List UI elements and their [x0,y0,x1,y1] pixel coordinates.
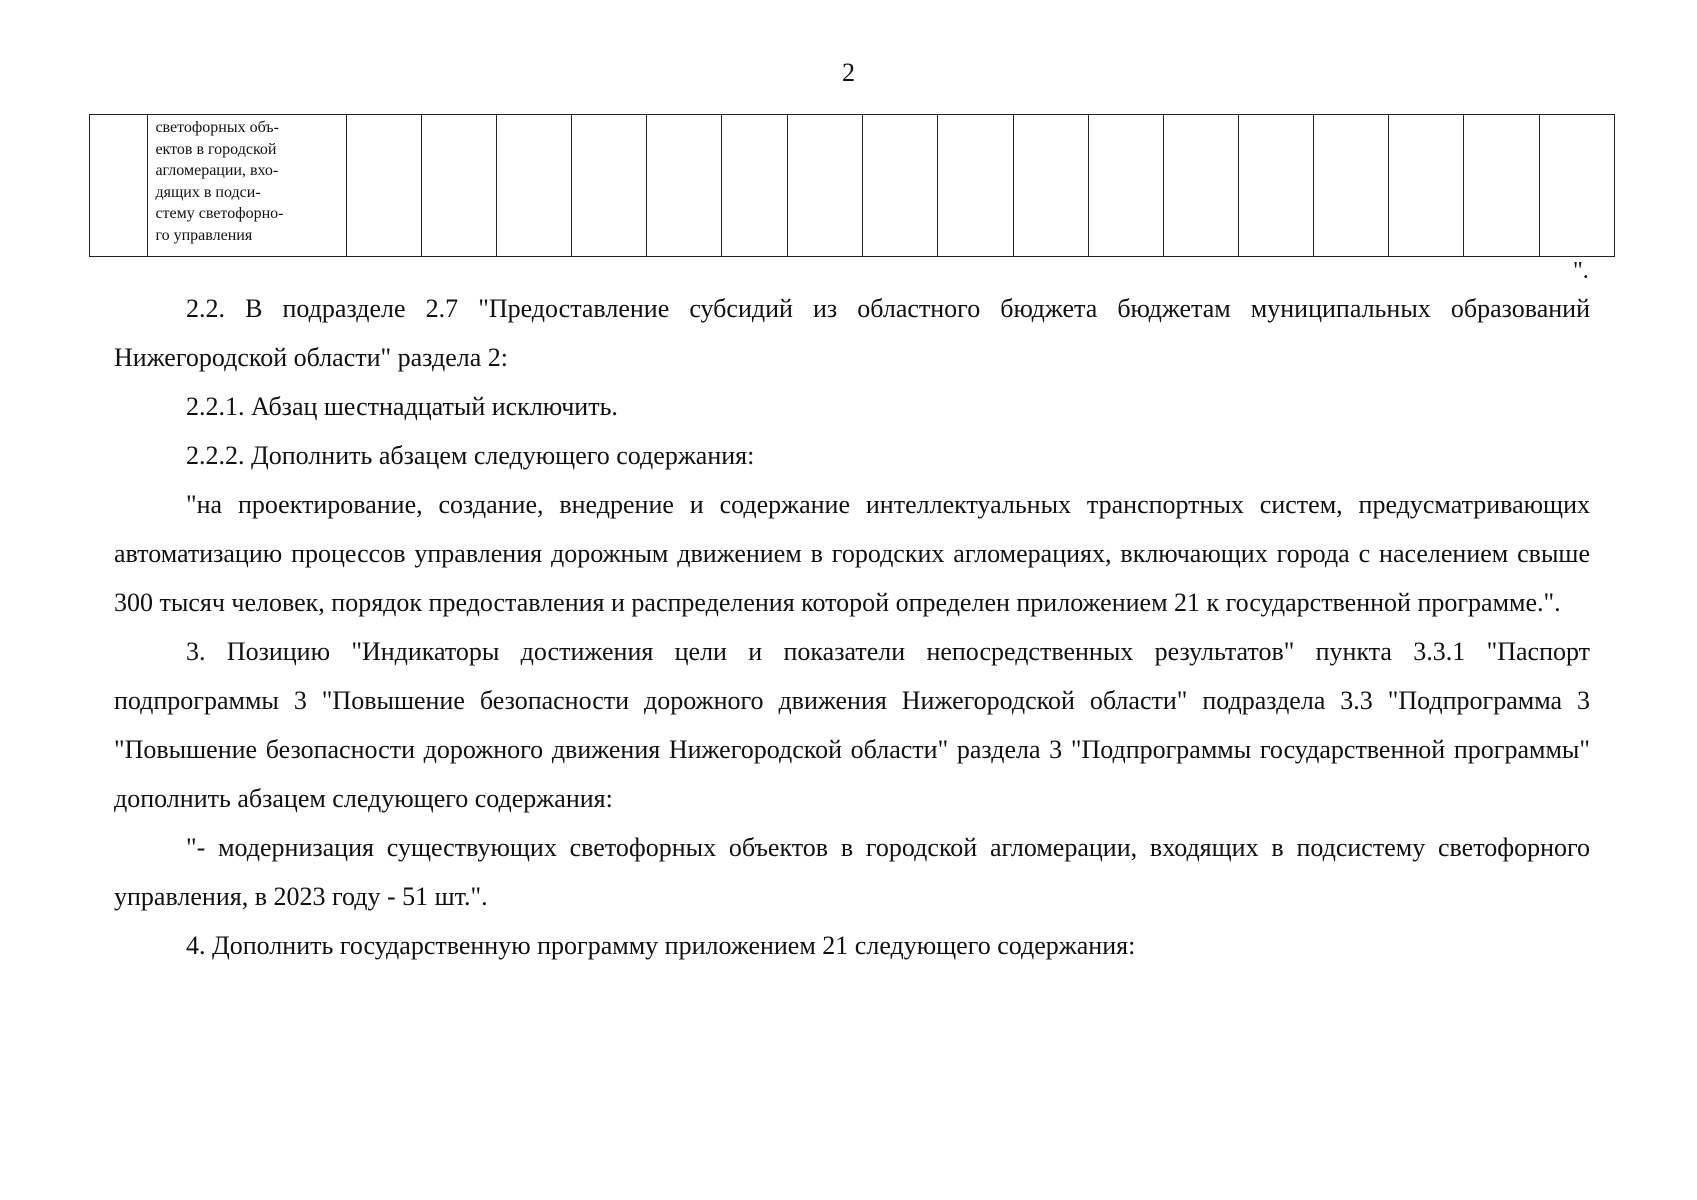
quoted-indicator-paragraph: "- модернизация существующих светофорных объектов в городской агломерации, входящих в подсистему светофорного управления, в 2023 году - 51 шт.". [114,833,1590,911]
indicator-name-cell [148,115,346,257]
table-cell [788,115,863,257]
continued-table [89,114,1615,257]
table-row [90,115,1615,257]
cell-text-line: го управления [155,226,253,244]
table-cell [421,115,496,257]
cell-text-line: стему светофорно- [155,205,284,222]
table-cell [938,115,1013,257]
table-cell [346,115,421,257]
table-cell [1314,115,1389,257]
table-cell [647,115,722,257]
table-cell [1539,115,1614,257]
table-cell [1163,115,1238,257]
cell-text-line: дящих в подси- [155,183,261,201]
paragraph-3: 3. Позицию "Индикаторы достижения цели и показатели непосредственных результатов" пункта 3.3.1 "Паспорт подпрограммы 3 "Повышение безопасности дорожного движения Нижегородской области" подраздела 3.3 "Подпрограмма 3 "Повышение безопасности дорожного движения Нижегородской области" раздела 3 "Подпрограммы государственной программы" дополнить абзацем следующего содержания: [114,637,1590,813]
cell-text-line: ектов в городской [155,140,277,158]
paragraph-2-2-2: 2.2.2. Дополнить абзацем следующего содержания: [186,441,755,470]
table-cell [572,115,647,257]
table-closing-quote: ". [1573,258,1589,284]
table-cell [1389,115,1464,257]
table-cell [1088,115,1163,257]
table-cell [1013,115,1088,257]
table-cell [863,115,938,257]
table-cell [497,115,572,257]
table-cell [722,115,788,257]
cell-text-line: агломерации, вхо- [155,162,279,179]
paragraph-2-2-1: 2.2.1. Абзац шестнадцатый исключить. [186,392,618,421]
table-cell [90,115,148,257]
table-cell [1239,115,1314,257]
table-cell [1464,115,1539,257]
cell-text-line: светофорных объ- [155,119,279,136]
paragraph-4: 4. Дополнить государственную программу приложением 21 следующего содержания: [186,931,1136,960]
quoted-paragraph: "на проектирование, создание, внедрение и содержание интеллектуальных транспортных систем, предусматривающих автоматизацию процессов управления дорожным движением в городских агломерациях, включающих города с населением свыше 300 тысяч человек, порядок предоставления и распределения которой определен приложением 21 к государственной программе.". [114,490,1590,617]
document-body [114,284,1590,970]
paragraph-2-2: 2.2. В подразделе 2.7 "Предоставление субсидий из областного бюджета бюджетам муниципальных образований Нижегородской области" раздела 2: [114,294,1590,372]
page-number: 2 [842,58,855,87]
